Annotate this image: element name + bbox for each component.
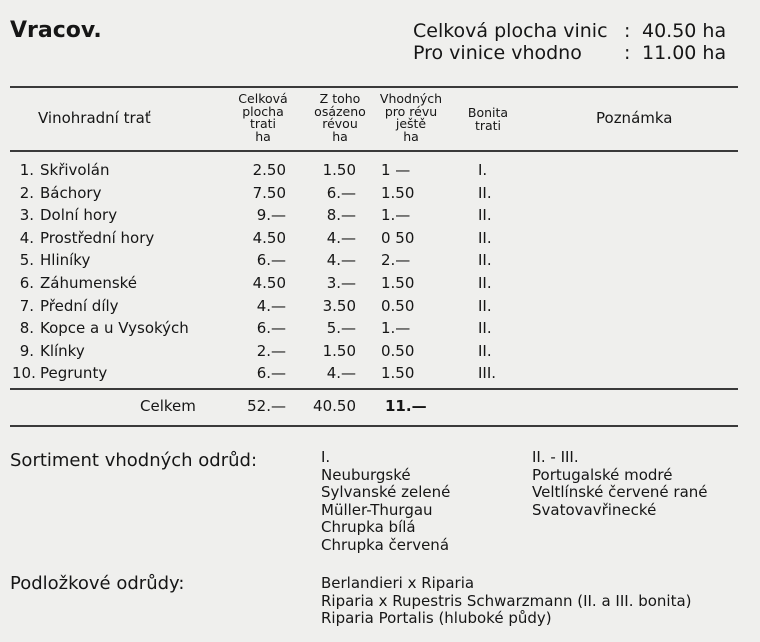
list-item: Riparia x Rupestris Schwarzmann (II. a III. bonita) [321,591,692,610]
cell-no: 10. [12,364,36,382]
cell-planted: 8.— [326,206,356,224]
cell-name: Záhumenské [40,274,138,292]
cell-no: 5. [19,251,34,269]
table-top-rule [10,86,738,88]
cell-suitable: 1.— [381,319,411,337]
cell-bonita: II. [478,229,492,247]
cell-no: 2. [19,184,34,202]
cell-name: Pegrunty [40,364,108,382]
total-area-label: Celková plocha vinic [413,20,608,42]
cell-bonita: III. [478,364,497,382]
cell-name: Přední díly [40,297,119,315]
cell-planted: 4.— [326,364,356,382]
cell-bonita: II. [478,184,492,202]
cell-name: Prostřední hory [40,229,155,247]
cell-suitable: 1 — [381,161,411,179]
cell-suitable: 0.50 [381,342,415,360]
cell-suitable: 1.50 [381,364,415,382]
list-item: Riparia Portalis (hluboké půdy) [321,609,552,627]
table-bottom-rule [10,425,738,427]
cell-name: Báchory [40,184,102,202]
sortiment-group-2-head: II. - III. [532,448,579,466]
cell-bonita: II. [478,251,492,269]
cell-bonita: II. [478,274,492,292]
total-area-colon: : [624,20,631,42]
cell-total: 4.50 [252,274,286,292]
cell-no: 6. [19,274,34,292]
cell-no: 9. [19,342,34,360]
list-item: Müller-Thurgau [321,500,433,519]
cell-suitable: 1.50 [381,184,415,202]
header-celkova: Celková plocha trati ha [238,91,288,144]
cell-total: 6.— [256,319,286,337]
total-label: Celkem [140,397,196,415]
cell-bonita: II. [478,342,492,360]
list-item: Sylvanské zelené [321,483,451,501]
cell-name: Skřivolán [40,161,110,179]
cell-no: 3. [19,206,34,224]
cell-no: 1. [19,161,34,179]
total-top-rule [10,388,738,390]
cell-suitable: 2.— [381,251,411,269]
list-item: Svatovavřinecké [532,500,657,519]
cell-planted: 3.50 [322,297,356,315]
suitable-area-label: Pro vinice vhodno [413,42,582,64]
list-item: Veltlínské červené rané [532,483,708,501]
cell-total: 6.— [256,364,286,382]
cell-name: Klínky [40,342,85,360]
suitable-area-colon: : [624,42,631,64]
cell-total: 6.— [256,251,286,269]
cell-total: 4.— [256,297,286,315]
cell-total: 2.50 [252,161,286,179]
suitable-area-value: 11.00 ha [642,42,727,64]
cell-total: 7.50 [252,184,286,202]
header-trat: Vinohradní trať [38,109,151,127]
header-vhodnych: Vhodných pro révu ještě ha [379,91,443,144]
sortiment-group-1-head: I. [321,448,331,466]
cell-planted: 1.50 [322,342,356,360]
total-area-value: 40.50 ha [642,20,727,42]
total-planted-sum: 40.50 [313,397,356,415]
sortiment-label: Sortiment vhodných odrůd: [10,450,258,471]
header-osazeno: Z toho osázeno révou ha [314,91,366,144]
cell-planted: 6.— [326,184,356,202]
header-bonita: Bonita trati [467,105,509,133]
cell-planted: 1.50 [322,161,356,179]
list-item: Berlandieri x Riparia [321,574,475,592]
list-item: Chrupka červená [321,535,450,554]
podlozkove-label: Podložkové odrůdy: [10,573,185,594]
sortiment-group-2 [532,449,708,519]
cell-planted: 4.— [326,251,356,269]
cell-total: 2.— [256,342,286,360]
list-item: Chrupka bílá [321,518,416,536]
sortiment-group-1 [321,449,450,554]
cell-name: Dolní hory [40,206,118,224]
podlozkove-list [321,575,692,628]
place-title: Vracov. [10,18,102,43]
cell-planted: 3.— [326,274,356,292]
total-suitable-sum: 11.— [385,397,427,415]
cell-planted: 4.— [326,229,356,247]
cell-name: Hliníky [40,251,91,269]
cell-bonita: II. [478,297,492,315]
header-bottom-rule [10,150,738,152]
cell-suitable: 0.50 [381,297,415,315]
cell-total: 9.— [256,206,286,224]
total-area-sum: 52.— [247,397,286,415]
cell-no: 8. [19,319,34,337]
header-poznamka: Poznámka [596,109,673,127]
cell-name: Kopce a u Vysokých [40,319,189,337]
cell-no: 4. [19,229,34,247]
list-item: Neuburgské [321,465,411,484]
cell-bonita: II. [478,206,492,224]
cell-suitable: 0 50 [381,229,415,247]
list-item: Portugalské modré [532,465,673,484]
cell-bonita: II. [478,319,492,337]
cell-total: 4.50 [252,229,286,247]
cell-bonita: I. [478,161,488,179]
cell-suitable: 1.50 [381,274,415,292]
cell-suitable: 1.— [381,206,411,224]
cell-planted: 5.— [326,319,356,337]
cell-no: 7. [19,297,34,315]
